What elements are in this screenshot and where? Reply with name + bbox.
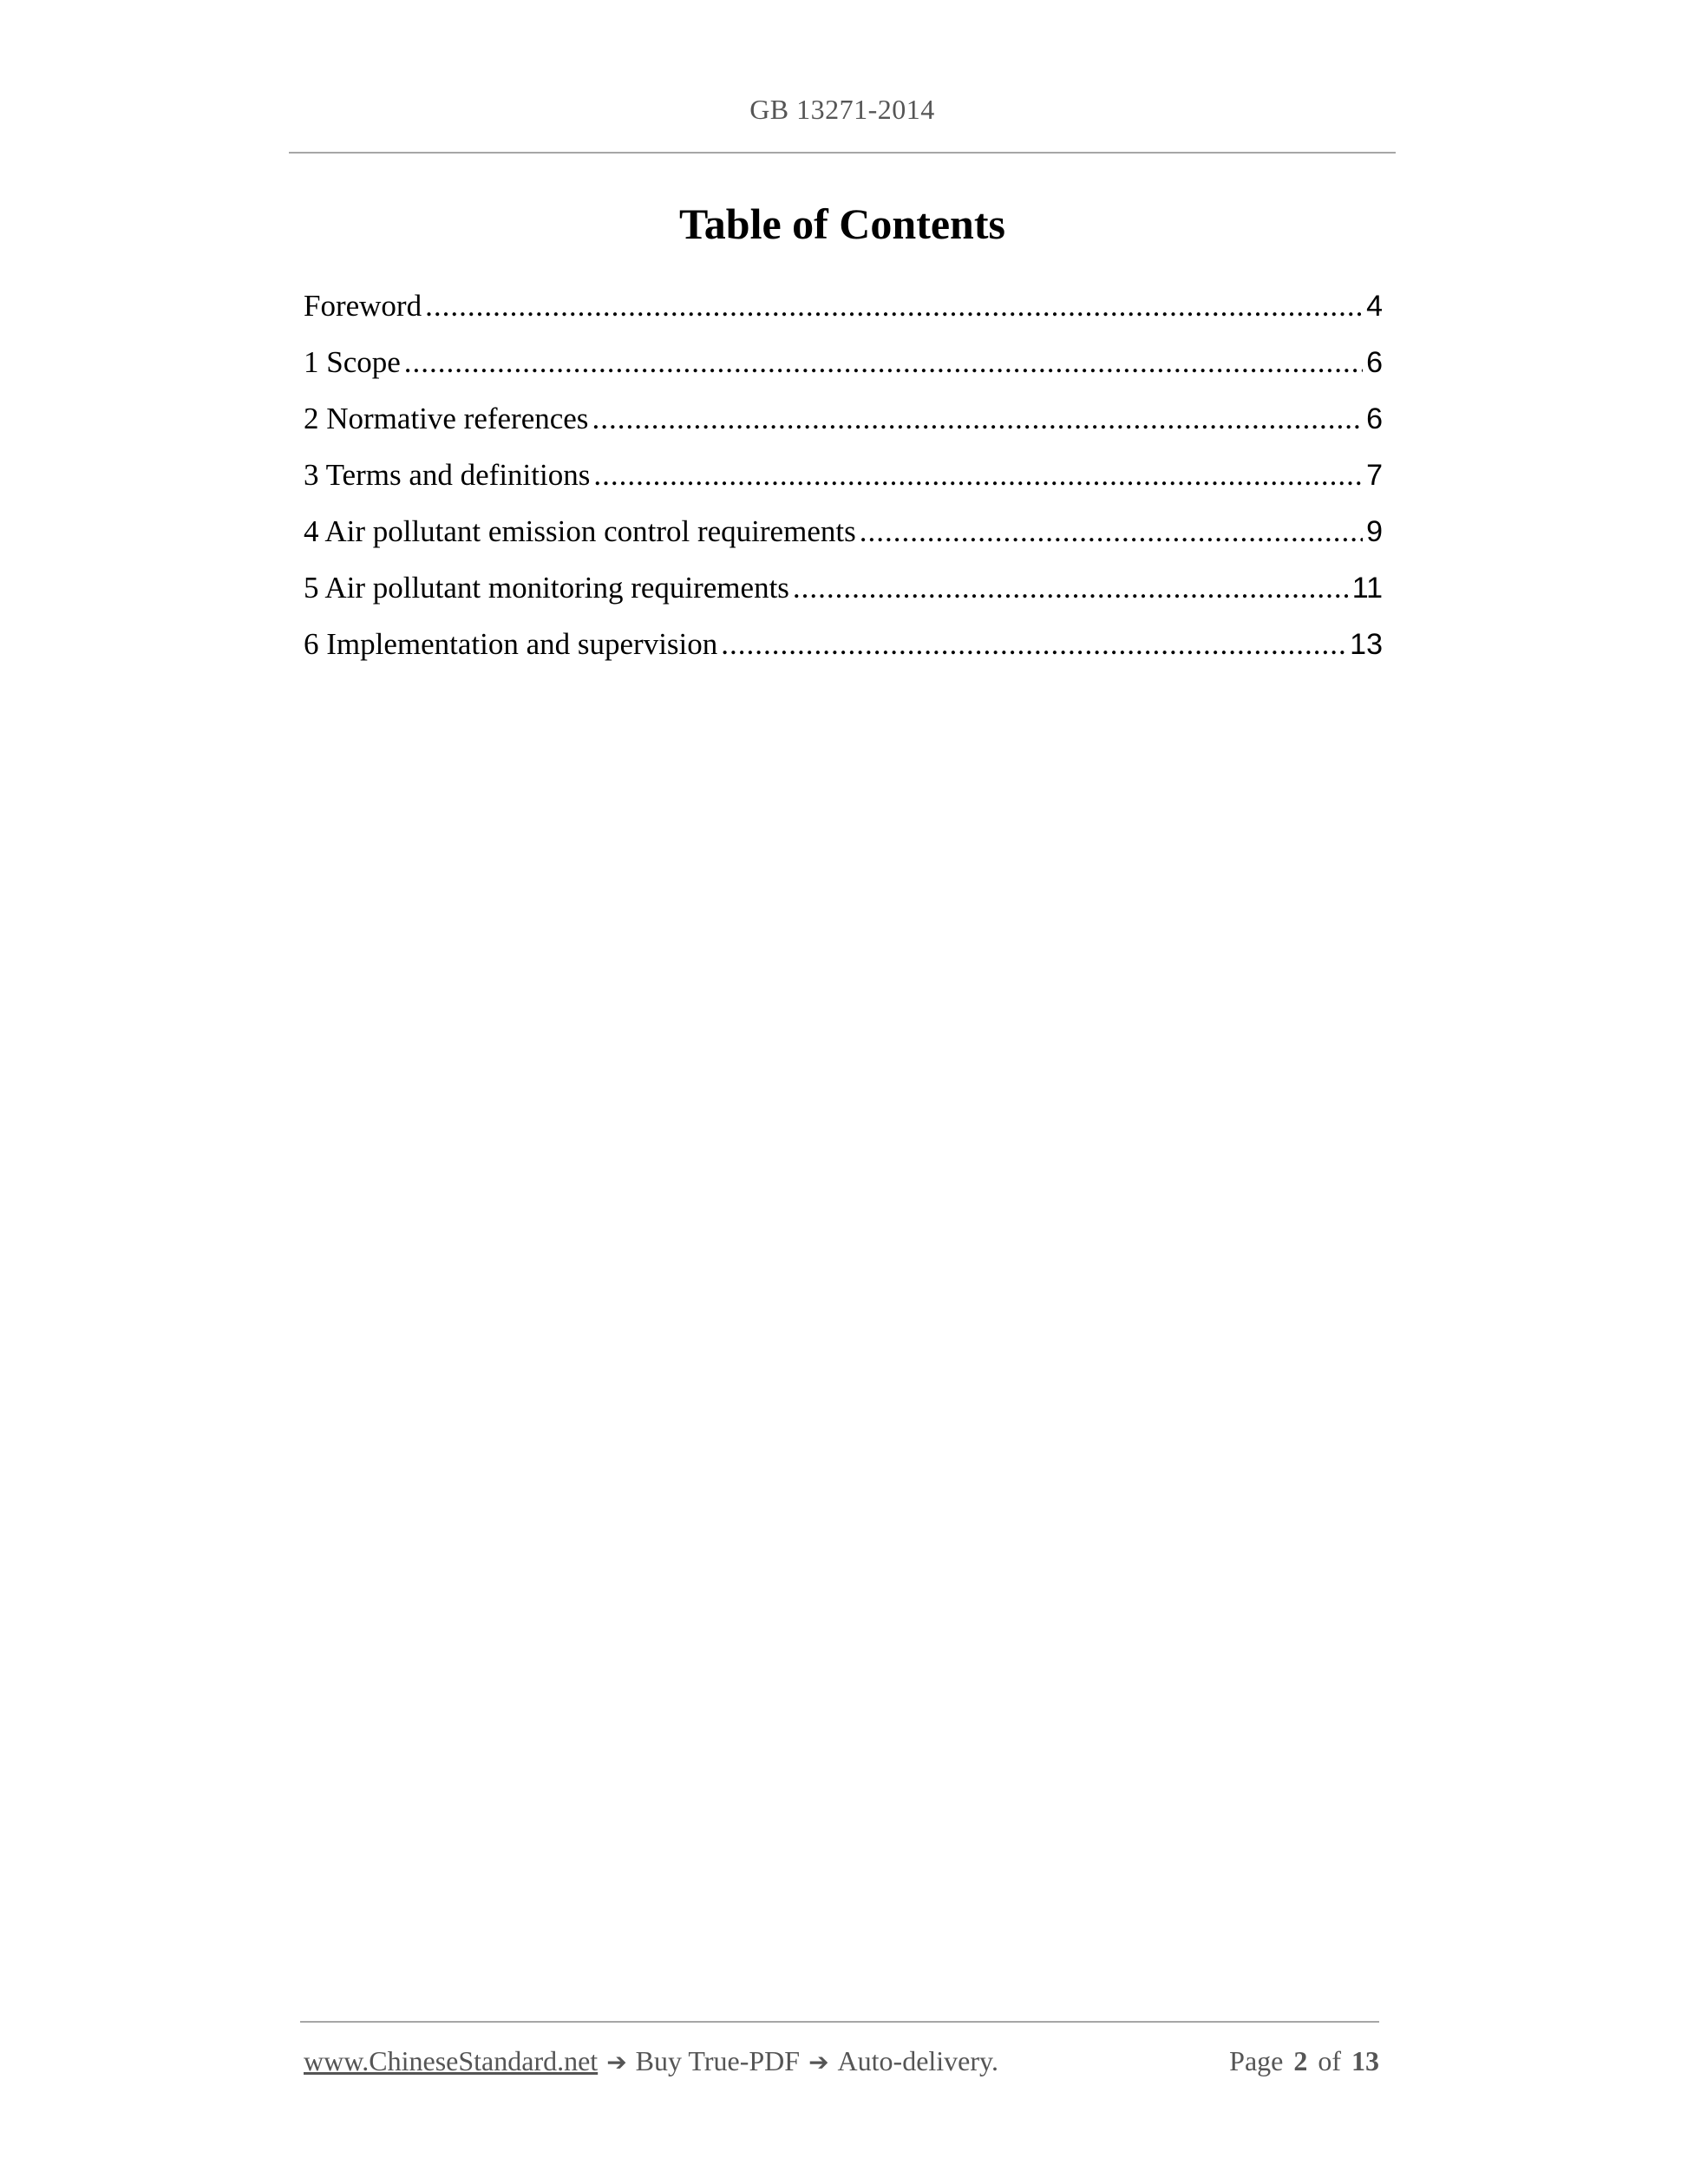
toc-entry-page: 11 <box>1351 572 1383 605</box>
page-word: Page <box>1229 2045 1284 2076</box>
toc-entry[interactable] <box>304 559 1383 616</box>
toc-entry-page: 7 <box>1366 459 1383 492</box>
page-counter <box>1229 2045 1379 2077</box>
toc-leader-dots <box>793 559 1349 616</box>
toc-leader-dots <box>425 278 1363 334</box>
toc-entry-label: Foreword <box>304 289 422 323</box>
footer-divider <box>300 2021 1379 2023</box>
toc-leader-dots <box>404 334 1363 390</box>
toc-entry[interactable] <box>304 334 1383 390</box>
toc-entry[interactable] <box>304 503 1383 559</box>
website-link[interactable]: www.ChineseStandard.net <box>304 2045 599 2076</box>
toc-leader-dots <box>721 616 1346 672</box>
toc-entry[interactable] <box>304 616 1383 672</box>
of-word: of <box>1318 2045 1341 2076</box>
toc-entry-label: 2 Normative references <box>304 402 589 435</box>
right-arrow-icon: ➔ <box>606 2048 627 2076</box>
toc-entry-label: 3 Terms and definitions <box>304 458 591 492</box>
document-header: GB 13271-2014 <box>749 94 935 125</box>
toc-title: Table of Contents <box>679 199 1005 248</box>
footer-step-delivery: Auto-delivery. <box>837 2045 998 2076</box>
footer-promo <box>304 2045 998 2077</box>
toc-entry-page: 6 <box>1366 402 1383 435</box>
toc-entry-page: 9 <box>1366 515 1383 548</box>
toc-leader-dots <box>592 390 1363 447</box>
toc-entry-label: 6 Implementation and supervision <box>304 627 718 661</box>
toc-leader-dots <box>860 503 1363 559</box>
toc-entry-label: 5 Air pollutant monitoring requirements <box>304 571 789 605</box>
toc-entry[interactable] <box>304 447 1383 503</box>
toc-entry[interactable] <box>304 278 1383 334</box>
header-divider <box>289 152 1396 154</box>
toc-entry-label: 1 Scope <box>304 345 401 379</box>
toc-entry-label: 4 Air pollutant emission control requirements <box>304 514 856 548</box>
right-arrow-icon: ➔ <box>808 2048 829 2076</box>
toc-entry-page: 13 <box>1350 628 1383 661</box>
toc-list <box>304 278 1383 672</box>
footer-step-buy: Buy True-PDF <box>635 2045 801 2076</box>
toc-entry[interactable] <box>304 390 1383 447</box>
current-page-number: 2 <box>1293 2045 1308 2076</box>
toc-leader-dots <box>593 447 1363 503</box>
page-footer <box>304 2045 1379 2077</box>
toc-entry-page: 4 <box>1366 290 1383 323</box>
total-pages-number: 13 <box>1351 2045 1379 2076</box>
toc-entry-page: 6 <box>1366 346 1383 379</box>
